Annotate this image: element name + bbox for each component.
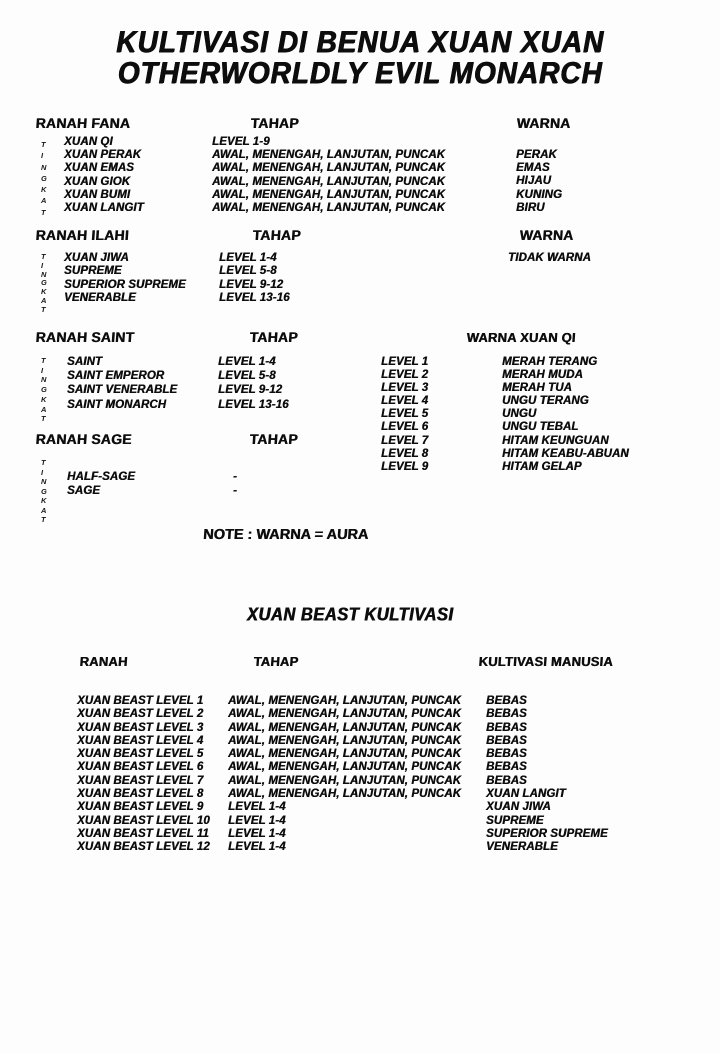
tingkat-vertical-label: TINGKAT — [41, 140, 47, 217]
beast-ranah-cell: XUAN BEAST LEVEL 12 — [77, 841, 210, 854]
ranah-cell: HALF-SAGE — [67, 471, 135, 483]
beast-kultivasi-column — [486, 695, 608, 855]
beast-kultivasi-header: KULTIVASI MANUSIA — [478, 654, 614, 669]
level-cell: LEVEL 1 — [381, 356, 429, 368]
warna-cell: HIJAU — [516, 175, 552, 188]
ranah-ilahi-header: RANAH ILAHI — [35, 227, 130, 243]
beast-kultivasi-cell: VENERABLE — [486, 841, 558, 854]
warna-cell: BIRU — [516, 201, 545, 214]
ranah-saint-tahap-column — [218, 355, 289, 412]
ranah-cell: XUAN JIWA — [64, 252, 129, 264]
ranah-fana-tahap-column — [212, 136, 445, 215]
beast-tahap-cell: AWAL, MENENGAH, LANJUTAN, PUNCAK — [228, 761, 461, 774]
ranah-fana-ranah-column — [64, 136, 144, 215]
beast-tahap-cell: AWAL, MENENGAH, LANJUTAN, PUNCAK — [228, 734, 461, 747]
beast-kultivasi-cell: SUPREME — [486, 814, 544, 827]
beast-ranah-cell: XUAN BEAST LEVEL 10 — [77, 814, 210, 827]
page-title-line1: KULTIVASI DI BENUA XUAN XUAN — [116, 25, 604, 59]
ranah-ilahi-tahap-column — [219, 252, 290, 305]
ranah-cell: SUPREME — [64, 265, 122, 278]
warna-cell: MERAH TERANG — [502, 356, 598, 368]
tahap-cell: LEVEL 1-4 — [218, 356, 276, 368]
xuan-beast-section-title: XUAN BEAST KULTIVASI — [246, 605, 454, 626]
ranah-cell: SAGE — [67, 485, 100, 498]
ranah-ilahi-ranah-column — [64, 252, 186, 305]
beast-ranah-column — [77, 695, 210, 855]
ranah-cell: XUAN BUMI — [64, 188, 131, 201]
beast-kultivasi-cell: XUAN LANGIT — [486, 788, 566, 801]
beast-ranah-cell: XUAN BEAST LEVEL 5 — [77, 748, 204, 761]
ranah-cell: SAINT EMPEROR — [67, 370, 165, 383]
tahap-cell: LEVEL 9-12 — [218, 384, 283, 397]
warna-cell: KUNING — [516, 188, 562, 201]
beast-tahap-cell: AWAL, MENENGAH, LANJUTAN, PUNCAK — [228, 721, 461, 734]
tahap-cell: - — [233, 471, 237, 483]
ranah-cell: XUAN LANGIT — [64, 202, 144, 215]
tingkat-vertical-label: TINGKAT — [41, 458, 47, 524]
ranah-fana-warna-header: WARNA — [516, 115, 572, 131]
ranah-cell: XUAN PERAK — [64, 149, 142, 162]
warna-cell: MERAH MUDA — [502, 369, 583, 382]
level-cell: LEVEL 2 — [381, 369, 429, 382]
tahap-cell: LEVEL 1-4 — [219, 252, 277, 264]
level-cell: LEVEL 6 — [381, 421, 429, 434]
warna-cell: UNGU — [502, 408, 537, 421]
ranah-cell: SAINT — [67, 356, 102, 368]
ranah-cell: VENERABLE — [64, 291, 136, 304]
page-title-line2: OTHERWORLDLY EVIL MONARCH — [117, 56, 603, 90]
beast-tahap-column — [228, 695, 461, 855]
beast-tahap-cell: LEVEL 1-4 — [228, 841, 286, 854]
beast-kultivasi-cell: BEBAS — [486, 761, 527, 774]
beast-kultivasi-cell: BEBAS — [486, 734, 527, 747]
ranah-ilahi-warna-header: WARNA — [519, 227, 575, 243]
beast-kultivasi-cell: XUAN JIWA — [486, 801, 551, 814]
beast-kultivasi-cell: SUPERIOR SUPREME — [486, 827, 608, 840]
ranah-cell: SAINT MONARCH — [67, 398, 167, 411]
ranah-cell: XUAN GIOK — [64, 175, 131, 188]
warna-cell: MERAH TUA — [502, 382, 572, 395]
warna-cell: UNGU TEBAL — [502, 421, 579, 434]
beast-ranah-cell: XUAN BEAST LEVEL 2 — [77, 708, 204, 721]
ranah-ilahi-warna-column — [508, 252, 591, 265]
tahap-cell: AWAL, MENENGAH, LANJUTAN, PUNCAK — [212, 149, 445, 162]
tahap-cell: LEVEL 5-8 — [218, 370, 276, 383]
beast-kultivasi-cell: BEBAS — [486, 695, 527, 707]
warna-cell: EMAS — [516, 162, 550, 175]
warna-cell: UNGU TERANG — [502, 395, 589, 408]
ranah-cell: SAINT VENERABLE — [67, 384, 178, 397]
ranah-saint-tahap-header: TAHAP — [249, 329, 299, 345]
tahap-cell: LEVEL 13-16 — [219, 291, 290, 304]
warna-xuan-qi-color-column — [502, 356, 629, 474]
level-cell: LEVEL 8 — [381, 447, 429, 460]
beast-tahap-cell: AWAL, MENENGAH, LANJUTAN, PUNCAK — [228, 695, 461, 707]
tahap-cell: AWAL, MENENGAH, LANJUTAN, PUNCAK — [212, 162, 445, 175]
ranah-saint-header: RANAH SAINT — [35, 329, 135, 345]
warna-cell: HITAM GELAP — [502, 460, 582, 473]
level-cell: LEVEL 4 — [381, 395, 429, 408]
ranah-cell: XUAN QI — [64, 136, 113, 148]
note-warna-aura: NOTE : WARNA = AURA — [202, 527, 369, 543]
tahap-cell: AWAL, MENENGAH, LANJUTAN, PUNCAK — [212, 202, 445, 215]
beast-tahap-cell: LEVEL 1-4 — [228, 814, 286, 827]
beast-ranah-cell: XUAN BEAST LEVEL 4 — [77, 734, 204, 747]
warna-cell: PERAK — [516, 149, 557, 161]
ranah-sage-tahap-column — [233, 470, 237, 498]
beast-ranah-header: RANAH — [79, 654, 129, 669]
beast-ranah-cell: XUAN BEAST LEVEL 11 — [77, 827, 209, 840]
beast-kultivasi-cell: BEBAS — [486, 721, 527, 734]
beast-ranah-cell: XUAN BEAST LEVEL 3 — [77, 721, 204, 734]
beast-tahap-header: TAHAP — [253, 654, 299, 669]
ranah-cell: XUAN EMAS — [64, 162, 134, 175]
beast-ranah-cell: XUAN BEAST LEVEL 1 — [77, 695, 204, 707]
warna-cell: HITAM KEABU-ABUAN — [502, 447, 629, 460]
tahap-cell: - — [233, 485, 237, 498]
ranah-sage-header: RANAH SAGE — [35, 431, 133, 447]
tingkat-vertical-label: TINGKAT — [41, 356, 47, 424]
tahap-cell: AWAL, MENENGAH, LANJUTAN, PUNCAK — [212, 188, 445, 201]
level-cell: LEVEL 5 — [381, 408, 429, 421]
ranah-saint-ranah-column — [67, 355, 177, 412]
beast-ranah-cell: XUAN BEAST LEVEL 9 — [77, 801, 204, 814]
tahap-cell: LEVEL 13-16 — [218, 398, 289, 411]
ranah-cell: SUPERIOR SUPREME — [64, 278, 186, 291]
level-cell: LEVEL 7 — [381, 434, 429, 447]
tahap-cell: LEVEL 1-9 — [212, 136, 270, 148]
beast-ranah-cell: XUAN BEAST LEVEL 8 — [77, 788, 204, 801]
ranah-fana-tahap-header: TAHAP — [250, 115, 300, 131]
tahap-cell: LEVEL 5-8 — [219, 265, 277, 278]
beast-ranah-cell: XUAN BEAST LEVEL 7 — [77, 774, 204, 787]
warna-xuan-qi-header: WARNA XUAN QI — [466, 330, 577, 345]
warna-cell: HITAM KEUNGUAN — [502, 434, 609, 447]
tingkat-vertical-label: TINGKAT — [41, 252, 47, 314]
beast-ranah-cell: XUAN BEAST LEVEL 6 — [77, 761, 204, 774]
ranah-sage-tahap-header: TAHAP — [249, 431, 299, 447]
level-cell: LEVEL 9 — [381, 460, 429, 473]
beast-tahap-cell: LEVEL 1-4 — [228, 827, 286, 840]
ranah-fana-header: RANAH FANA — [35, 115, 131, 131]
tahap-cell: LEVEL 9-12 — [219, 278, 284, 291]
warna-xuan-qi-level-column — [381, 356, 428, 474]
ranah-fana-warna-column — [516, 149, 562, 215]
warna-cell: TIDAK WARNA — [508, 252, 591, 264]
beast-kultivasi-cell: BEBAS — [486, 708, 527, 721]
beast-kultivasi-cell: BEBAS — [486, 774, 527, 787]
ranah-ilahi-tahap-header: TAHAP — [252, 227, 302, 243]
beast-tahap-cell: LEVEL 1-4 — [228, 801, 286, 814]
tahap-cell: AWAL, MENENGAH, LANJUTAN, PUNCAK — [212, 175, 445, 188]
beast-tahap-cell: AWAL, MENENGAH, LANJUTAN, PUNCAK — [228, 708, 461, 721]
beast-tahap-cell: AWAL, MENENGAH, LANJUTAN, PUNCAK — [228, 774, 461, 787]
beast-kultivasi-cell: BEBAS — [486, 748, 527, 761]
beast-tahap-cell: AWAL, MENENGAH, LANJUTAN, PUNCAK — [228, 788, 461, 801]
ranah-sage-ranah-column — [67, 470, 135, 498]
beast-tahap-cell: AWAL, MENENGAH, LANJUTAN, PUNCAK — [228, 748, 461, 761]
level-cell: LEVEL 3 — [381, 382, 429, 395]
